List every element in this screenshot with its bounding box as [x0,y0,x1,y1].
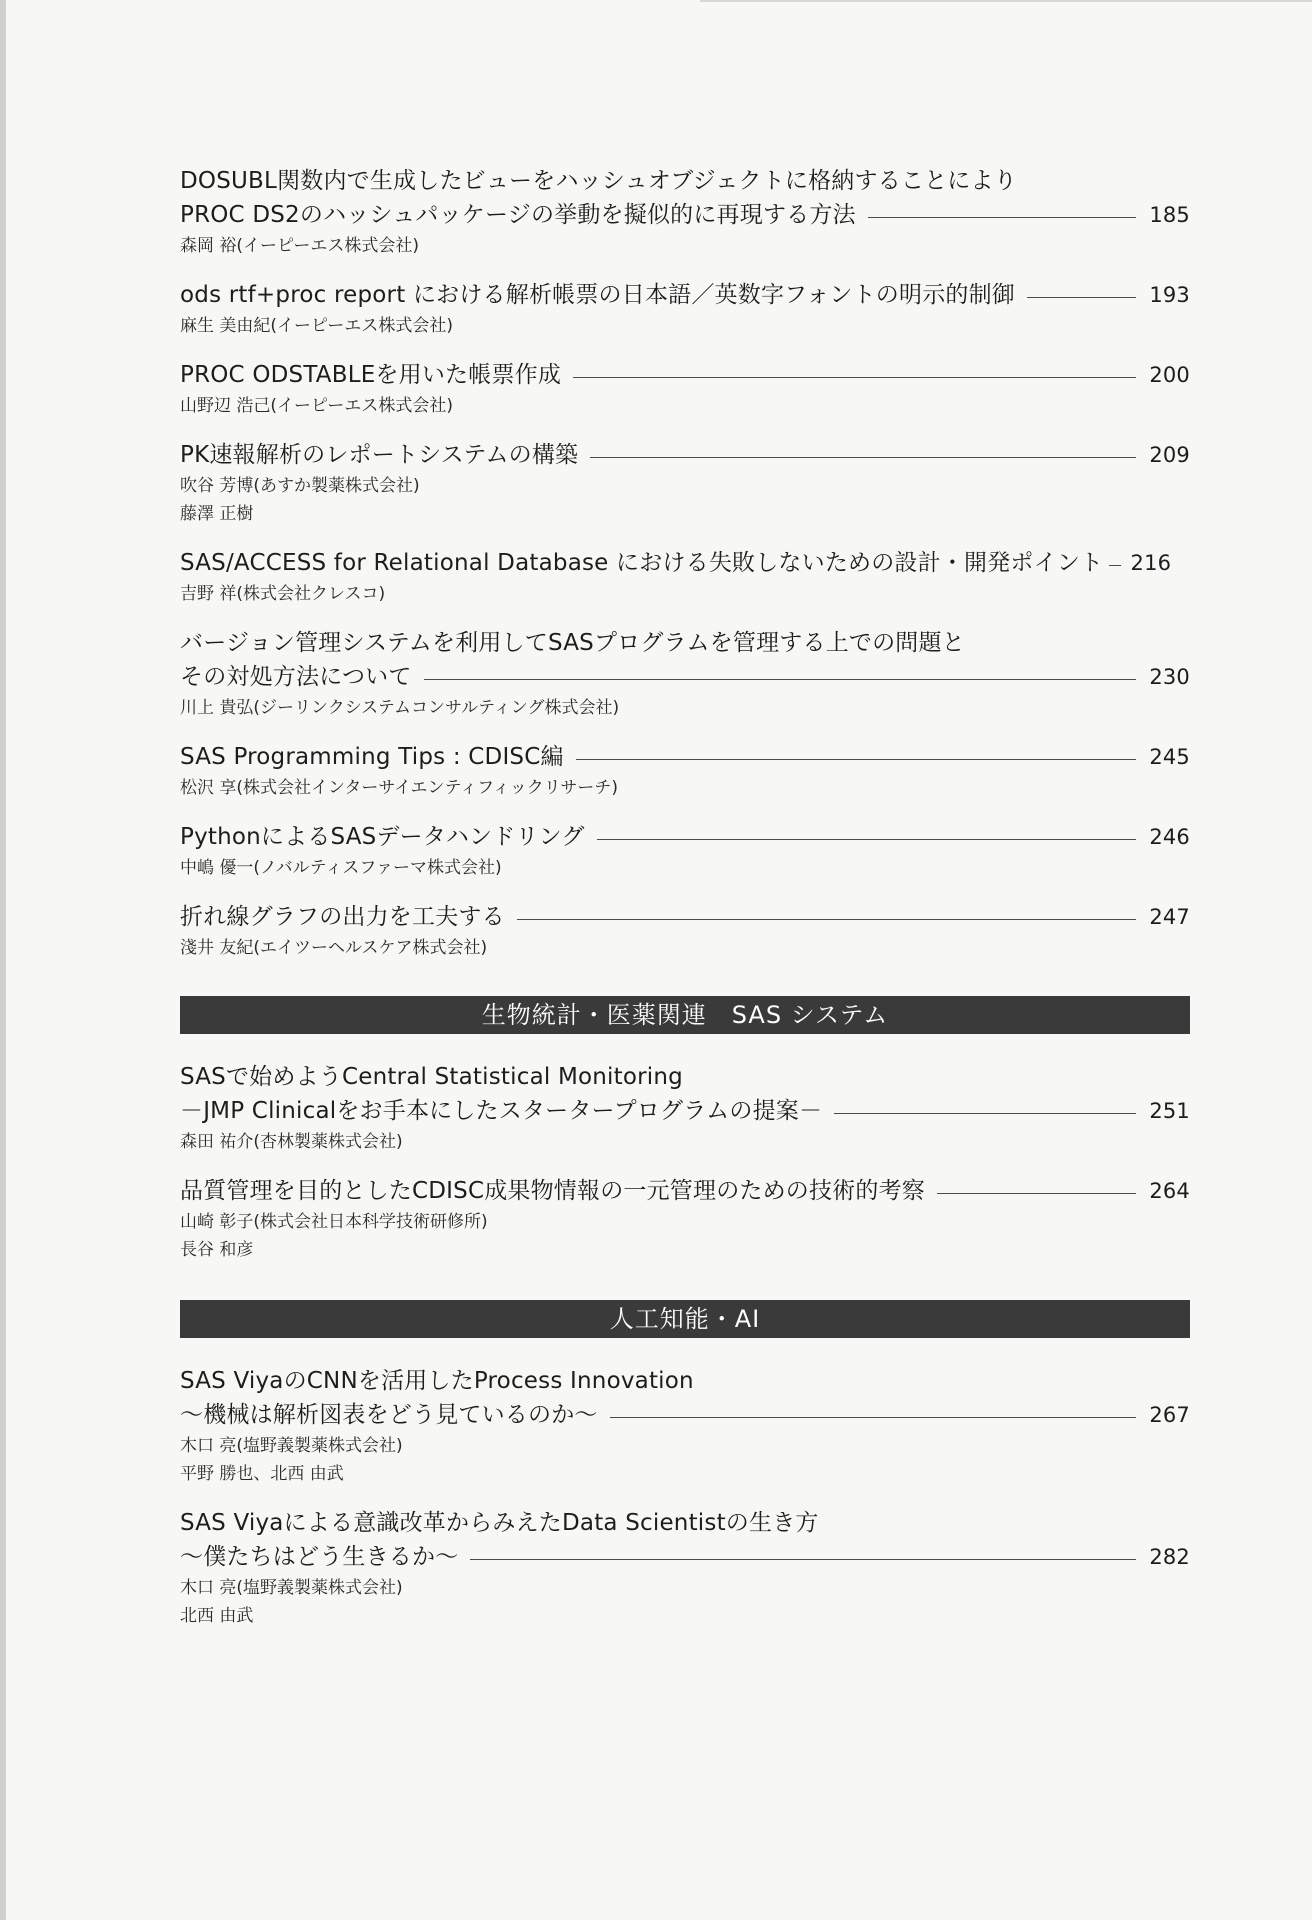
page-number: 209 [1149,443,1190,467]
entry-author: 長谷 和彦 [180,1240,254,1260]
toc-entry[interactable] [180,438,1190,528]
toc-entry[interactable] [180,900,1190,962]
toc-entry[interactable] [180,1060,1190,1156]
table-of-contents [180,164,1190,1648]
entry-title-row [180,358,1190,392]
dot-leader [573,377,1136,378]
entry-title-text: 折れ線グラフの出力を工夫する [180,904,505,930]
entry-title-row [180,1094,1190,1128]
entry-author: 山野辺 浩己(イーピーエス株式会社) [180,396,453,416]
page-number: 193 [1149,283,1190,307]
page-edge-shadow [0,0,6,1920]
entry-title-text: PROC DS2のハッシュパッケージの挙動を擬似的に再現する方法 [180,202,856,228]
entry-title-row [180,660,1190,694]
entry-author: 平野 勝也、北西 由武 [180,1464,344,1484]
page-number: 200 [1149,363,1190,387]
entry-author: 木口 亮(塩野義製薬株式会社) [180,1436,403,1456]
entry-author: 山崎 彰子(株式会社日本科学技術研修所) [180,1212,488,1232]
dot-leader [597,839,1136,840]
entry-title-text: －JMP Clinicalをお手本にしたスタータープログラムの提案－ [180,1098,823,1124]
entry-author: 森岡 裕(イーピーエス株式会社) [180,236,419,256]
toc-entry[interactable] [180,820,1190,882]
toc-entry[interactable] [180,1364,1190,1488]
entry-title-row [180,1398,1190,1432]
toc-entry[interactable] [180,278,1190,340]
entry-title-line: SASで始めようCentral Statistical Monitoring [180,1064,683,1090]
page-number: 247 [1149,905,1190,929]
dot-leader [834,1113,1136,1114]
entry-title-text: ods rtf+proc report における解析帳票の日本語／英数字フォントの明示的制御 [180,282,1015,308]
entry-author: 麻生 美由紀(イーピーエス株式会社) [180,316,453,336]
entry-author: 中嶋 優一(ノバルティスファーマ株式会社) [180,858,502,878]
entry-title-text: ～僕たちはどう生きるか～ [180,1544,459,1570]
dot-leader [576,759,1136,760]
toc-entry[interactable] [180,626,1190,722]
entry-title-line: バージョン管理システムを利用してSASプログラムを管理する上での問題と [180,630,965,656]
dot-leader [517,919,1136,920]
page-number: 216 [1130,551,1172,575]
entry-title-text: SAS/ACCESS for Relational Database における失敗しないための設計・開発ポイント [180,550,1104,576]
entry-title-row [180,820,1190,854]
entry-title-text: PROC ODSTABLEを用いた帳票作成 [180,362,562,388]
entry-title-text: PK速報解析のレポートシステムの構築 [180,442,579,468]
entry-title-row [180,278,1190,312]
toc-entry[interactable] [180,546,1190,608]
entry-title-text: SAS Programming Tips : CDISC編 [180,744,564,770]
dot-leader [1027,297,1136,298]
entry-author: 森田 祐介(杏林製薬株式会社) [180,1132,403,1152]
dot-leader [610,1417,1136,1418]
page-number: 282 [1149,1545,1190,1569]
toc-entry[interactable] [180,740,1190,802]
toc-entry[interactable] [180,1506,1190,1630]
dot-leader [424,679,1136,680]
entry-title-row [180,740,1190,774]
entry-title-row [180,198,1190,232]
entry-title-text: 品質管理を目的としたCDISC成果物情報の一元管理のための技術的考察 [180,1178,926,1204]
entry-author: 川上 貴弘(ジーリンクシステムコンサルティング株式会社) [180,698,620,718]
toc-entry[interactable] [180,358,1190,420]
dot-leader [590,457,1136,458]
page-number: 185 [1149,203,1190,227]
entry-author: 北西 由武 [180,1606,254,1626]
entry-title-row [180,1540,1190,1574]
entry-title-text: その対処方法について [180,664,412,690]
entry-title-row [180,546,1190,580]
entry-author: 吹谷 芳博(あすか製薬株式会社) [180,476,420,496]
dot-leader [937,1193,1136,1194]
page-top-edge [700,0,1312,2]
entry-title-row [180,900,1190,934]
entry-title-text: PythonによるSASデータハンドリング [180,824,585,850]
dot-leader [1109,565,1121,566]
dot-leader [868,217,1136,218]
page-number: 245 [1149,745,1190,769]
entry-author: 淺井 友紀(エイツーヘルスケア株式会社) [180,938,488,958]
entry-title-row [180,1174,1190,1208]
page-number: 246 [1149,825,1190,849]
section-header: 生物統計・医薬関連 SAS システム [180,996,1190,1034]
entry-title-line: SAS Viyaによる意識改革からみえたData Scientistの生き方 [180,1510,819,1536]
toc-entry[interactable] [180,164,1190,260]
page-number: 267 [1149,1403,1190,1427]
page-number: 264 [1149,1179,1190,1203]
entry-title-line: SAS ViyaのCNNを活用したProcess Innovation [180,1368,694,1394]
toc-entry[interactable] [180,1174,1190,1264]
dot-leader [470,1559,1136,1560]
entry-title-line: DOSUBL関数内で生成したビューをハッシュオブジェクトに格納することにより [180,168,1017,194]
section-header: 人工知能・AI [180,1300,1190,1338]
page-number: 230 [1149,665,1190,689]
entry-title-row [180,438,1190,472]
entry-author: 藤澤 正樹 [180,504,254,524]
entry-author: 木口 亮(塩野義製薬株式会社) [180,1578,403,1598]
entry-author: 吉野 祥(株式会社クレスコ) [180,584,386,604]
entry-author: 松沢 享(株式会社インターサイエンティフィックリサーチ) [180,778,619,798]
entry-title-text: ～機械は解析図表をどう見ているのか～ [180,1402,598,1428]
page-number: 251 [1149,1099,1190,1123]
